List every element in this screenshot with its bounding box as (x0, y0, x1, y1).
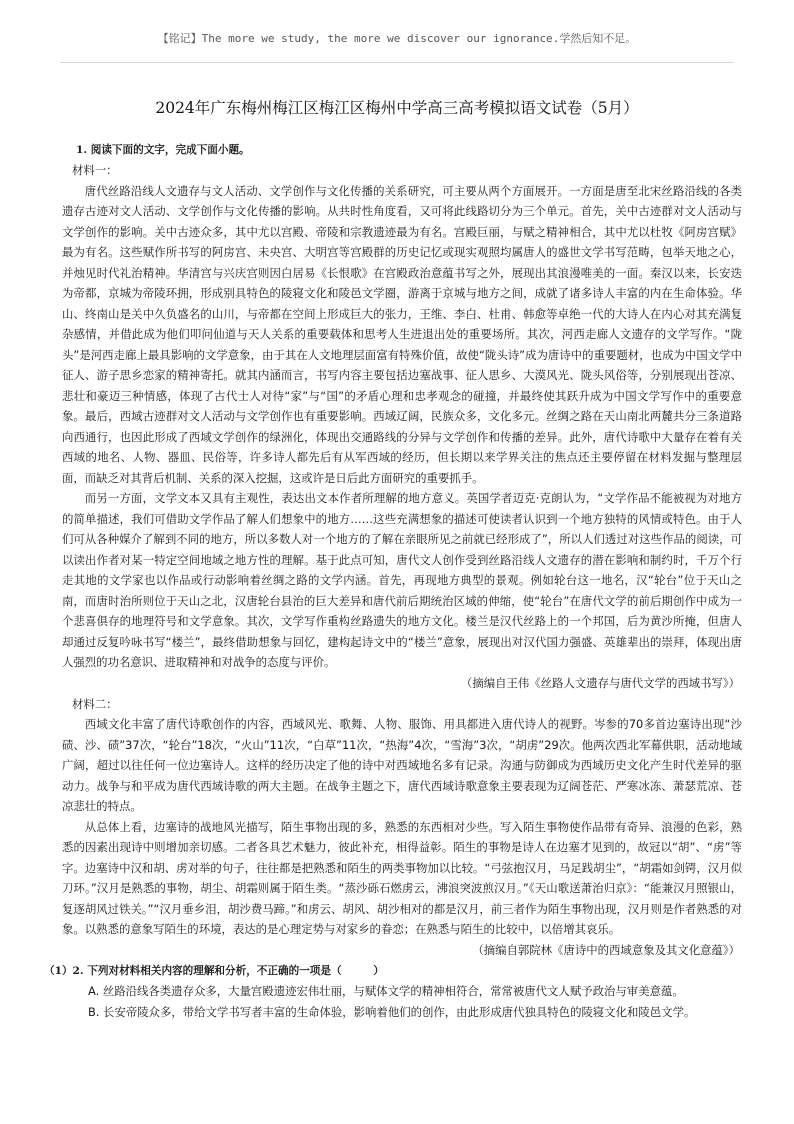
answer-option-a: A. 丝路沿线各类遗存众多，大量宫殿遗迹宏伟壮丽，与赋体文学的精神相符合，常常被唐代文人赋予政治与审美意蕴。 (88, 983, 684, 998)
header-banner: 【铭记】The more we study, the more we discover our ignorance.学然后知不足。 (157, 32, 637, 45)
question-body (44, 140, 742, 1023)
material-1-label: 材料一： (72, 163, 118, 177)
material-1-paragraph: 而另一方面，文学文本又具有主观性，表达出文本作者所理解的地方意义。英国学者迈克·克朗认为，“文学作品不能被视为对地方的简单描述，我们可借助文学作品了解人们想象中的地方……这些充满想象的描述可使读者认识到一个地方独特的风情或特色。由于人们可从各种媒介了解到不同的地方，所以多数人对一个地方的了解在亲眼所见之前就已经形成了”，所以人们透过对这些作品的阅读，可以读出作者对某一特定空间地域之地方性的理解。基于此点可知，唐代文人创作受到丝路沿线人文遗存的潜在影响和制约时，千万个行走其地的文学家也以作品或行动影响着丝绸之路的文学内涵。首先，再现地方典型的景观。例如轮台这一地名，汉“轮台”位于天山之南，而唐时治所则位于天山之北，汉唐轮台县治的巨大差异和唐代前后期统治区域的伸缩，使“轮台”在唐代文学的前后期创作中成为一个悲喜俱存的地理符号和文学意象。其次，文学写作重构丝路遗失的地方文化。楼兰是汉代丝路上的一个邦国，后为黄沙所掩，但唐人却通过反复吟咏书写“楼兰”，最终借助想象与回忆，建构起诗文中的“楼兰”意象，展现出对汉代国力强盛、英雄辈出的崇拜，体现出唐人强烈的功名意识、进取精神和对战争的态度与评价。 (62, 491, 742, 669)
material-2-paragraph: 从总体上看，边塞诗的战地风光描写，陌生事物出现的多，熟悉的东西相对少些。写入陌生事物使作品带有奇异、浪漫的色彩，熟悉的因素出现诗中则增加亲切感。二者各具艺术魅力，彼此补充，相得益彰。陌生的事物是诗人在边塞才见到的，故冠以“胡”、“虏”等字。边塞诗中汉和胡、虏对举的句子，往往都是把熟悉和陌生的两类事物加以比较。“弓弦抱汉月，马足践胡尘”，“胡霜如剑锷，汉月似刀环。”汉月是熟悉的事物，胡尘、胡霜则属于陌生类。“蒸沙砾石燃虏云，沸浪突波煎汉月。”《天山歌送萧治归京》：“能兼汉月照银山，复逐胡风过铁关。”“汉月垂乡泪，胡沙费马蹄。”和虏云、胡风、胡沙相对的都是汉月，前三者作为陌生事物出现，汉月则是作者熟悉的对象。以熟悉的意象写陌生的环境，表达的是心理定势与对家乡的眷恋；在熟悉与陌生的比较中，以倍增其哀乐。 (62, 819, 742, 936)
question-heading: 1. 阅读下面的文字，完成下面小题。 (76, 144, 250, 156)
header-divider (60, 62, 734, 63)
material-1-paragraph: 唐代丝路沿线人文遗存与文人活动、文学创作与文化传播的关系研究，可主要从两个方面展开。一方面是唐至北宋丝路沿线的各类遗存古迹对文人活动、文学创作与文化传播的影响。从共时性角度看，又可将此线路切分为三个单元。首先，关中古迹群对文人活动与文学创作的影响。关中古迹众多，其中尤以宫殿、帝陵和宗教遗迹最为有名。宫殿巨丽，与赋之精神相合，其中尤以杜牧《阿房宫赋》最为有名。这些赋作所书写的阿房宫、未央宫、大明宫等宫殿群的历史记忆或现实观照均属唐人的盛世文学书写范畴，包举天地之心，并烛见时代礼治精神。华清宫与兴庆宫则因白居易《长恨歌》在宫殿政治意蕴书写之外，展现出其浪漫唯美的一面。秦汉以来，长安迭为帝都，京城为帝陵环拥，形成别具特色的陵寝文化和陵邑文学圈，游离于京城与地方之间，成就了诸多诗人丰富的内在生命体验。华山、终南山是关中久负盛名的山川，与帝都在空间上形成巨大的张力，王维、李白、杜甫、韩愈等卓绝一代的大诗人在内心对其充满复杂感情，并借此成为他们叩问仙道与天人关系的重要载体和思考人生进退出处的重要场所。其次，河西走廊人文遗存的文学写作。“陇头”是河西走廊上最具影响的文学意象，由于其在人文地理层面富有特殊价值，故使“陇头诗”成为唐诗中的重要题材，也成为中国文学中征人、游子思乡恋家的精神寄托。就其内涵而言，书写内容主要包括边塞战事、征人思乡、大漠风光、陇头风俗等，分别展现出苍凉、悲壮和豪迈三种情感，体现了古代士人对待“家”与“国”的矛盾心理和忠孝观念的碰撞，并最终使其跃升成为中国文学写作中的重要意象。最后，西域古迹群对文人活动与文学创作也有重要影响。西域辽阔，民族众多，文化多元。丝绸之路在天山南北两麓共分三条道路向西通行，也因此形成了西域文学创作的绿洲化，体现出交通路线的分异与文学创作和传播的差异。此外，唐代诗歌中大量存在着有关西域的地名、人物、器皿、民俗等，许多诗人都先后有从军西域的经历，但长期以来学界关注的焦点还主要停留在材料发掘与整理层面，而缺乏对其背后机制、关系的深入挖掘，这或许是日后此方面研究的重要抓手。 (62, 183, 742, 485)
document-title: 2024年广东梅州梅江区梅江区梅州中学高三高考模拟语文试卷（5月） (155, 99, 639, 117)
material-1-source: （摘编自王伟《丝路人文遗存与唐代文学的西域书写》） (460, 675, 740, 690)
material-2-label: 材料二： (72, 696, 118, 711)
material-2-source: （摘编自郭院林《唐诗中的西域意象及其文化意蕴》） (472, 942, 740, 957)
material-2-paragraph: 西域文化丰富了唐代诗歌创作的内容，西域风光、歌舞、人物、服饰、用具都进入唐代诗人的视野。岑参的70多首边塞诗出现“沙碛、沙、碛”37次，“轮台”18次，“火山”11次，“白草”11次，“热海”4次，“雪海”3次，“胡虏”29次。他两次西北军幕供职，活动地域广阔，超过以往任何一位边塞诗人。这样的经历决定了他的诗中对西域地名多有记录。沟通与防御成为西域历史文化产生时代差异的驱动力。战争与和平成为唐代西域诗歌的两大主题。在战争主题之下，唐代西域诗歌意象主要表现为辽阔苍茫、严寒冰冻、萧瑟荒凉、苍凉悲壮的特点。 (62, 717, 742, 813)
answer-option-b: B. 长安帝陵众多，带给文学书写者丰富的生命体验，影响着他们的创作，由此形成唐代独具特色的陵寝文化和陵邑文学。 (88, 1004, 696, 1019)
sub-question-prompt: （1）2. 下列对材料相关内容的理解和分析，不正确的一项是（ ） (44, 964, 384, 977)
